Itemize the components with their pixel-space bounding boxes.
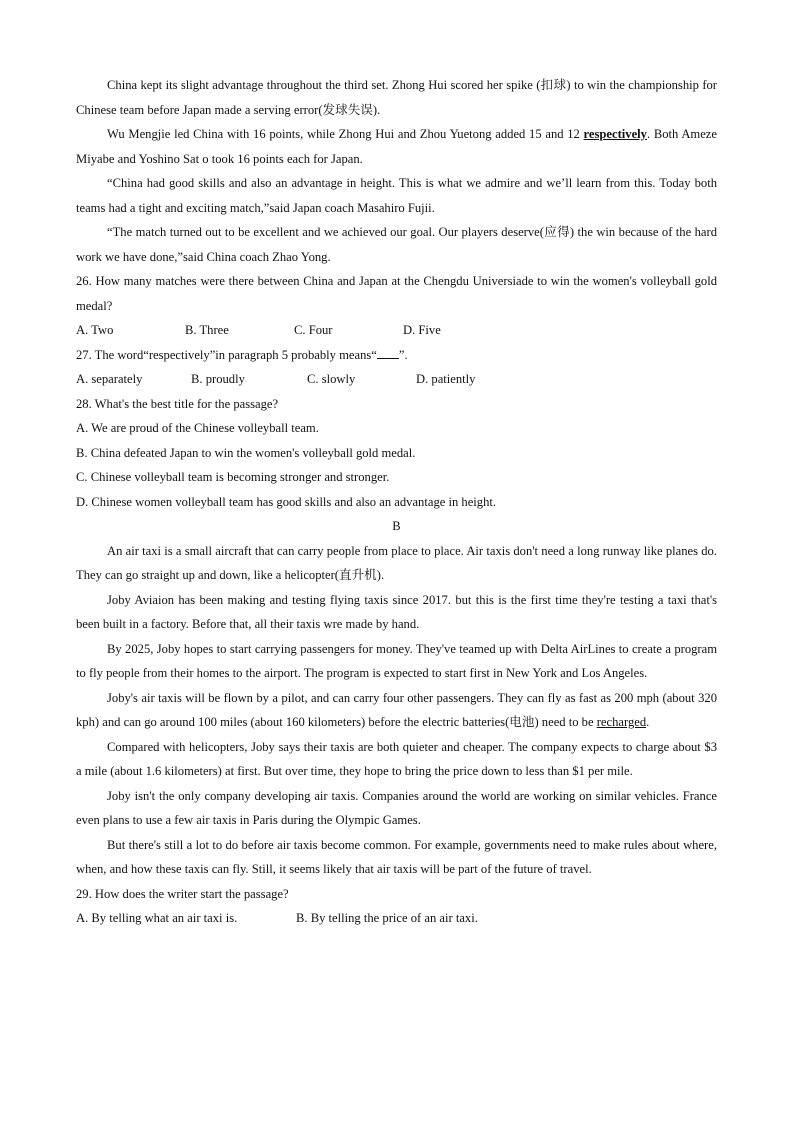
highlighted-word-respectively: respectively [583, 127, 647, 141]
underlined-word-recharged: recharged [596, 715, 647, 729]
question-27-option-c: C. slowly [307, 372, 356, 386]
question-28-stem: 28. What's the best title for the passage? [76, 396, 279, 411]
question-27-option-b: B. proudly [191, 372, 245, 386]
question-28-option-a: A. We are proud of the Chinese volleyball team. [76, 421, 319, 435]
question-28-option-d: D. Chinese women volleyball team has good skills and also an advantage in height. [76, 494, 497, 509]
question-29-option-b: B. By telling the price of an air taxi. [296, 911, 478, 925]
question-28-option-c: C. Chinese volleyball team is becoming stronger and stronger. [76, 470, 390, 484]
answer-blank [377, 346, 399, 359]
page-content [76, 73, 717, 931]
section-b-heading: B [392, 519, 401, 533]
question-26-option-d: D. Five [403, 323, 441, 337]
question-28-option-b: B. China defeated Japan to win the women's volleyball gold medal. [76, 445, 416, 460]
passage-b-paragraph-6: Joby isn't the only company developing air taxis. Companies around the world are working on similar vehicles. France even plans to use a few air taxis in Paris during the Olympic Games. [76, 788, 717, 827]
question-27-options [76, 367, 717, 392]
passage-b-paragraph-1: An air taxi is a small aircraft that can carry people from place to place. Air taxis don't need a long runway like planes do. They can go straight up and down, like a helicopter(直升机). [76, 543, 717, 582]
passage-b-paragraph-7: But there's still a lot to do before air taxis become common. For example, governments need to make rules about where, when, and how these taxis can fly. Still, it seems likely that air taxis will be part of the future of travel. [76, 837, 717, 876]
question-26-option-c: C. Four [294, 323, 333, 337]
question-27-stem: 27. The word“respectively”in paragraph 5 probably means“ ”. [76, 347, 408, 362]
question-29-stem: 29. How does the writer start the passage? [76, 886, 289, 901]
question-26-stem: 26. How many matches were there between China and Japan at the Chengdu Universiade to win the women's volleyball gold medal? [76, 274, 717, 313]
passage-b-paragraph-5: Compared with helicopters, Joby says their taxis are both quieter and cheaper. The company expects to charge about $3 a mile (about 1.6 kilometers) at first. But over time, they hope to bring the price down to less than $1 per mile. [76, 739, 717, 778]
question-26-option-b: B. Three [185, 323, 229, 337]
passage-a-paragraph-1: China kept its slight advantage throughout the third set. Zhong Hui scored her spike (扣球) to win the championship for Chinese team before Japan made a serving error(发球失误). [76, 78, 717, 117]
question-27-option-d: D. patiently [416, 372, 476, 386]
passage-a-paragraph-3: “China had good skills and also an advantage in height. This is what we admire and we’ll learn from this. Today both teams had a tight and exciting match,”said Japan coach Masahiro Fujii. [76, 176, 717, 215]
passage-b-paragraph-3: By 2025, Joby hopes to start carrying passengers for money. They've teamed up with Delta AirLines to create a program to fly people from their homes to the airport. The program is expected to start first in New York and Los Angeles. [76, 641, 717, 680]
question-29-options [76, 906, 717, 931]
passage-b-paragraph-2: Joby Aviaion has been making and testing flying taxis since 2017. but this is the first time they're testing a taxi that's been built in a factory. Before that, all their taxis wre made by hand. [76, 592, 717, 631]
passage-a-paragraph-4: “The match turned out to be excellent and we achieved our goal. Our players deserve(应得) the win because of the hard work we have done,”said China coach Zhao Yong. [76, 225, 717, 264]
question-26-option-a: A. Two [76, 323, 114, 337]
passage-b-paragraph-4: Joby's air taxis will be flown by a pilot, and can carry four other passengers. They can fly as fast as 200 mph (about 320 kph) and can go around 100 miles (about 160 kilometers) before the electric batteries(电池) need to be recharged. [76, 690, 717, 729]
question-27-option-a: A. separately [76, 372, 143, 386]
passage-a-paragraph-2: Wu Mengjie led China with 16 points, while Zhong Hui and Zhou Yuetong added 15 and 12 respectively. Both Ameze Miyabe and Yoshino Sat o took 16 points each for Japan. [76, 127, 717, 166]
question-29-option-a: A. By telling what an air taxi is. [76, 911, 238, 925]
question-26-options [76, 318, 717, 343]
